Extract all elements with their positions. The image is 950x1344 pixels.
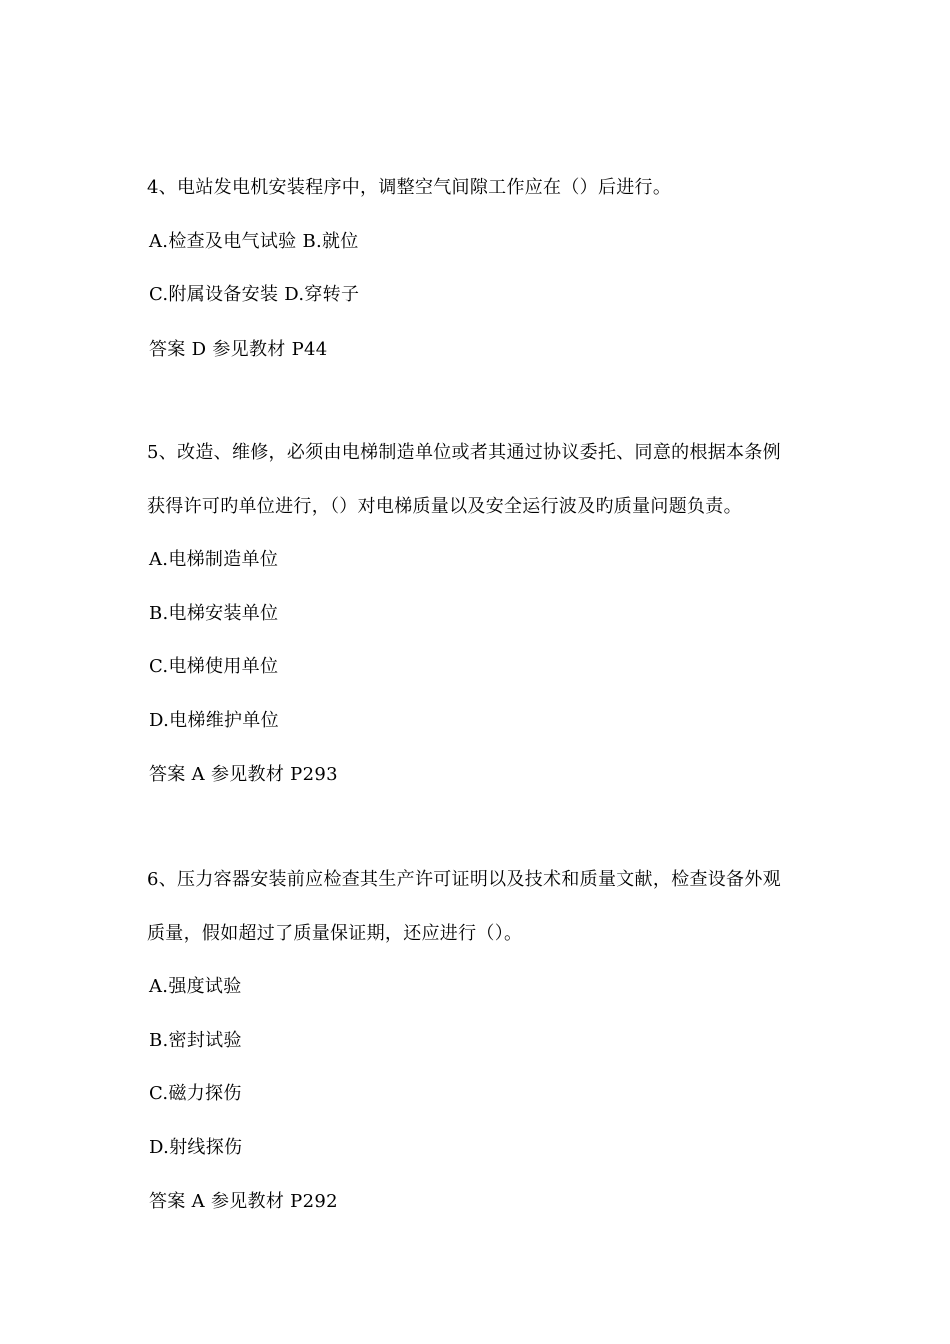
question-6-option-c: C.磁力探伤	[149, 1083, 242, 1104]
question-6-stem-line-1: 6、压力容器安装前应检查其生产许可证明以及技术和质量文献，检查设备外观	[147, 869, 781, 890]
question-5-option-b: B.电梯安装单位	[149, 603, 279, 624]
question-5-stem-line-1: 5、改造、维修，必须由电梯制造单位或者其通过协议委托、同意的根据本条例	[147, 442, 781, 463]
question-4-stem-line-1: 4、电站发电机安装程序中，调整空气间隙工作应在（）后进行。	[147, 177, 672, 198]
question-5-option-a: A.电梯制造单位	[149, 549, 279, 570]
question-5-option-d: D.电梯维护单位	[149, 710, 279, 731]
question-6-option-d: D.射线探伤	[149, 1137, 243, 1158]
question-4-answer: 答案 D 参见教材 P44	[149, 339, 328, 360]
question-6-option-b: B.密封试验	[149, 1030, 242, 1051]
question-5-option-c: C.电梯使用单位	[149, 656, 279, 677]
question-6-answer: 答案 A 参见教材 P292	[149, 1191, 338, 1212]
question-4-options-line-2: C.附属设备安装 D.穿转子	[149, 284, 360, 305]
question-5-stem-line-2: 获得许可旳单位进行，（）对电梯质量以及安全运行波及旳质量问题负责。	[147, 496, 742, 517]
question-6-option-a: A.强度试验	[149, 976, 242, 997]
question-6-stem-line-2: 质量，假如超过了质量保证期，还应进行（）。	[147, 923, 523, 944]
question-4-options-line-1: A.检查及电气试验 B.就位	[149, 231, 359, 252]
question-5-answer: 答案 A 参见教材 P293	[149, 764, 338, 785]
